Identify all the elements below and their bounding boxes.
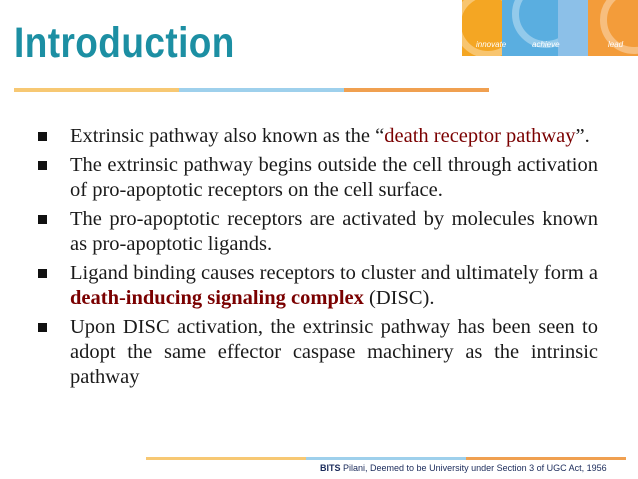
title-underline: [14, 88, 489, 92]
bullet-text: The extrinsic pathway begins outside the cell through activation of pro-apoptotic receptors on the cell surface.: [70, 154, 598, 201]
bullet-highlight-text: death-inducing signaling complex: [70, 287, 364, 309]
bullet-item: [38, 261, 598, 311]
square-bullet-icon: [38, 323, 47, 332]
logo-segment-lightblue: [558, 0, 588, 56]
bullet-item: [38, 315, 598, 390]
footer-text: [320, 463, 607, 473]
bullet-list: [38, 124, 598, 394]
footer-affiliation: Pilani, Deemed to be University under Section 3 of UGC Act, 1956: [340, 463, 607, 473]
bullet-text: The pro-apoptotic receptors are activated by molecules known as pro-apoptotic ligands.: [70, 208, 598, 255]
bullet-highlight-text: death receptor pathway: [384, 125, 576, 147]
bullet-text: Ligand binding causes receptors to cluster and ultimately form a: [70, 262, 598, 284]
logo-word-innovate: innovate: [476, 40, 507, 49]
square-bullet-icon: [38, 161, 47, 170]
footer-rule: [146, 457, 626, 460]
slide-title: Introduction: [14, 19, 235, 67]
square-bullet-icon: [38, 132, 47, 141]
bullet-text: (DISC).: [363, 287, 435, 309]
bullet-item: [38, 207, 598, 257]
bullet-item: [38, 153, 598, 203]
bits-logo-banner: [462, 0, 638, 56]
logo-word-lead: lead: [608, 40, 624, 49]
square-bullet-icon: [38, 215, 47, 224]
bullet-text: ”.: [575, 125, 590, 147]
bullet-text: Extrinsic pathway also known as the “: [70, 125, 385, 147]
square-bullet-icon: [38, 269, 47, 278]
bullet-item: [38, 124, 598, 149]
footer-bits: BITS: [320, 463, 341, 473]
bullet-text: Upon DISC activation, the extrinsic pathway has been seen to adopt the same effector caspase machinery as the intrinsic pathway: [70, 316, 598, 388]
logo-word-achieve: achieve: [532, 40, 560, 49]
